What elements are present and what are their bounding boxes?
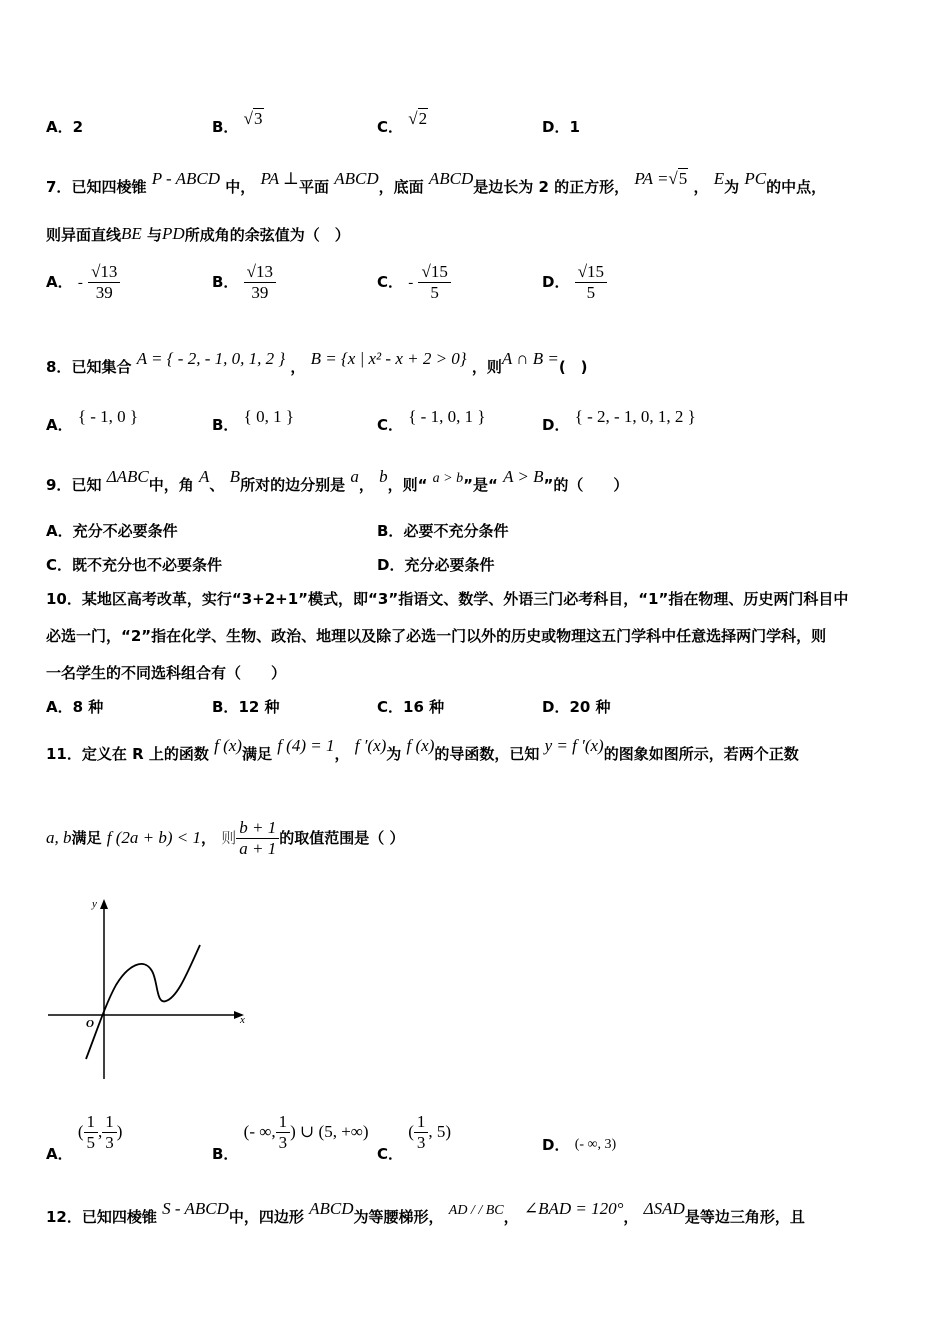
- q11-option-c[interactable]: C． ( $\frac{1}{3}$ , 5): [377, 1112, 452, 1163]
- q11-option-d[interactable]: D． (- ∞, 3): [542, 1136, 617, 1154]
- sqrt-expression: √3: [243, 109, 263, 128]
- q9-option-c[interactable]: C．既不充分也不必要条件: [46, 556, 223, 574]
- q8-stem: 8．已知集合 A = { - 2, - 1, 0, 1, 2 } ， B = {x | x² - x + 2 > 0} ，则A ∩ B =( ): [46, 349, 588, 376]
- derivative-graph: [44, 893, 254, 1083]
- top-option-b[interactable]: B． √3: [212, 109, 263, 136]
- sqrt-expression: √2: [408, 109, 428, 128]
- q10-stem-line3: 一名学生的不同选科组合有（ ）: [46, 664, 287, 682]
- q8-option-a[interactable]: A． { - 1, 0 }: [46, 407, 139, 434]
- fraction: $\frac{b + 1}{a + 1}$: [236, 818, 279, 859]
- fraction: $\frac{√15}{5}$: [575, 262, 607, 303]
- q10-stem-line1: 10．某地区高考改革，实行“3+2+1”模式，即“3”指语文、数学、外语三门必考科目，“1”指在物理、历史两门科目中: [46, 590, 849, 608]
- q10-option-b[interactable]: B．12 种: [212, 698, 280, 716]
- fraction: $\frac{√13}{39}$: [88, 262, 120, 303]
- q11-stem-line2: a, b满足 f (2a + b) < 1， 则 $\frac{b + 1}{a + 1}$ 的取值范围是（ ）: [46, 818, 405, 858]
- x-label: x: [240, 1014, 245, 1026]
- q7-option-b[interactable]: B． $\frac{√13}{39}$: [212, 262, 276, 303]
- q7-option-d[interactable]: D． $\frac{√15}{5}$: [542, 262, 607, 303]
- q8-option-b[interactable]: B． { 0, 1 }: [212, 407, 294, 434]
- top-option-a[interactable]: A．2: [46, 118, 84, 136]
- q11-stem-line1: 11．定义在 R 上的函数 f (x)满足 f (4) = 1， f ′(x)为 f (x)的导函数，已知 y = f ′(x)的图象如图所示，若两个正数: [46, 736, 799, 763]
- q7-option-c[interactable]: C． - $\frac{√15}{5}$: [377, 262, 451, 303]
- curve: [86, 945, 200, 1059]
- q10-option-c[interactable]: C．16 种: [377, 698, 445, 716]
- q8-option-d[interactable]: D． { - 2, - 1, 0, 1, 2 }: [542, 407, 696, 434]
- q9-option-d[interactable]: D．充分必要条件: [377, 556, 495, 574]
- q9-option-b[interactable]: B．必要不充分条件: [377, 522, 509, 540]
- fraction: $\frac{√13}{39}$: [244, 262, 276, 303]
- q11-option-a[interactable]: A． ( $\frac{1}{5}$ , $\frac{1}{3}$ ): [46, 1112, 123, 1163]
- q7-stem-line1: 7．已知四棱锥 P - ABCD 中， PA ⊥平面 ABCD，底面 ABCD是边长为 2 的正方形， PA =√5 ， E为 PC的中点，: [46, 169, 827, 196]
- q12-stem: 12．已知四棱锥 S - ABCD中，四边形 ABCD为等腰梯形， AD / / BC， ∠BAD = 120°， ΔSAD是等边三角形，且: [46, 1199, 805, 1226]
- q9-stem: 9．已知 ΔABC中，角 A、 B所对的边分别是 a， b，则“ a > b”是“ A > B”的（ ）: [46, 467, 629, 494]
- q8-option-c[interactable]: C． { - 1, 0, 1 }: [377, 407, 486, 434]
- q10-option-a[interactable]: A．8 种: [46, 698, 104, 716]
- origin-label: O: [86, 1018, 94, 1030]
- q9-option-a[interactable]: A．充分不必要条件: [46, 522, 178, 540]
- q10-option-d[interactable]: D．20 种: [542, 698, 611, 716]
- q7-option-a[interactable]: A． - $\frac{√13}{39}$: [46, 262, 120, 303]
- fraction: $\frac{√15}{5}$: [418, 262, 450, 303]
- top-option-d[interactable]: D．1: [542, 118, 580, 136]
- q7-stem-line2: 则异面直线BE 与PD所成角的余弦值为（ ）: [46, 224, 350, 244]
- y-axis-arrow: [100, 899, 108, 909]
- q10-stem-line2: 必选一门，“2”指在化学、生物、政治、地理以及除了必选一门以外的历史或物理这五门学科中任意选择两门学科，则: [46, 627, 827, 645]
- q11-option-b[interactable]: B． (- ∞, $\frac{1}{3}$ ) ∪ (5, +∞): [212, 1112, 369, 1163]
- y-label: y: [92, 898, 97, 910]
- top-option-c[interactable]: C． √2: [377, 109, 428, 136]
